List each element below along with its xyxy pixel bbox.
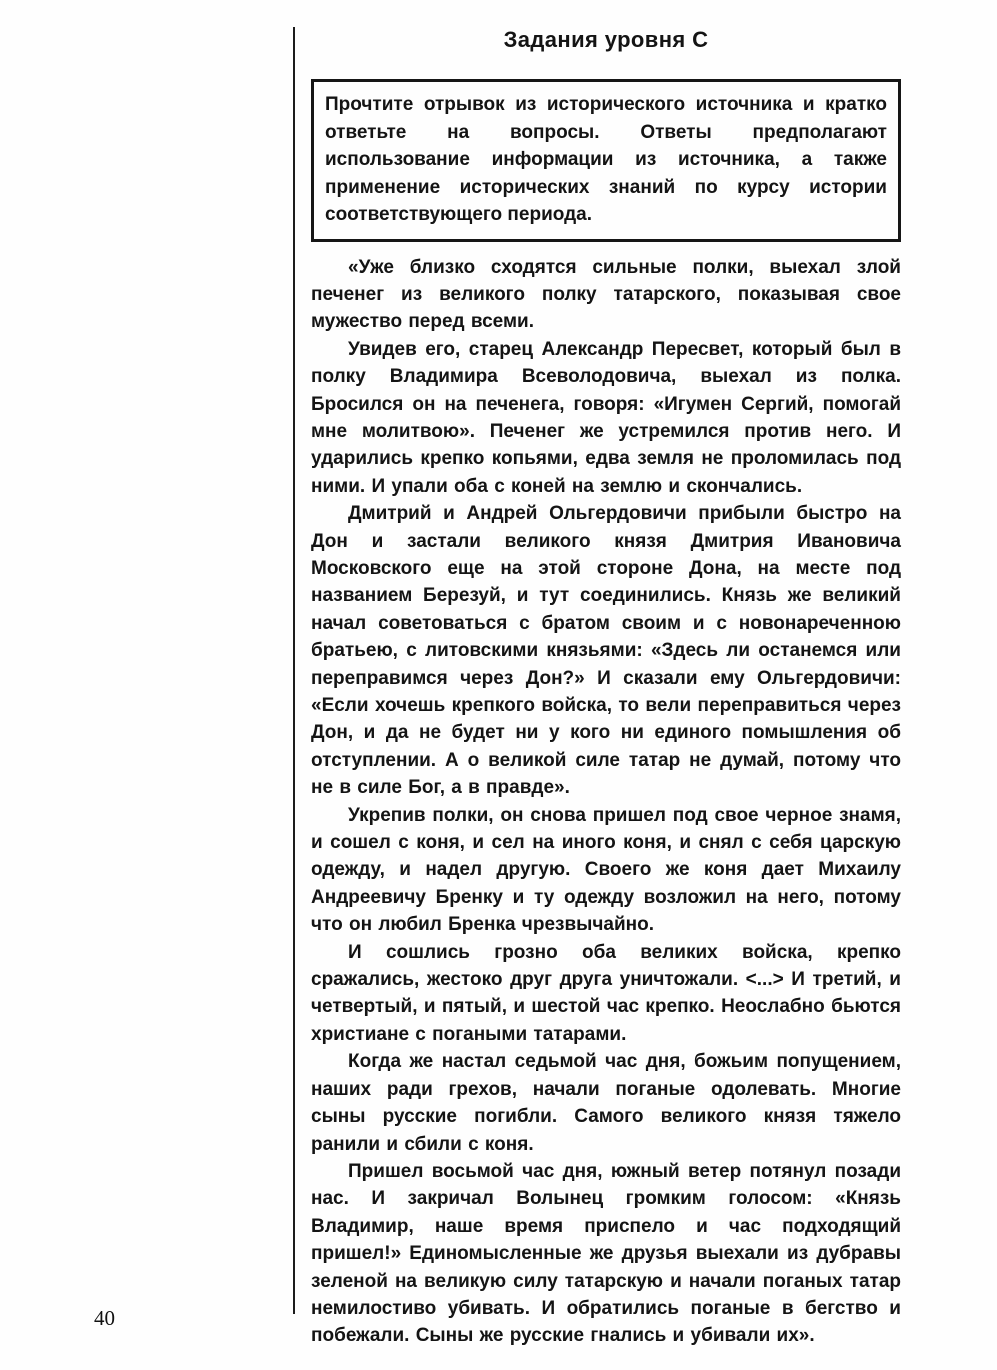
content-column bbox=[311, 27, 901, 1350]
margin-rule bbox=[293, 27, 295, 1314]
instruction-text: Прочтите отрывок из исторического источника и кратко ответьте на вопросы. Ответы предполагают использование информации из источника, а также применение исторических знаний по курсу истории соответствующего периода. bbox=[325, 94, 887, 225]
paragraph: Когда же настал седьмой час дня, божьим попущением, наших ради грехов, начали поганые одолевать. Многие сыны русские погибли. Самого великого князя тяжело ранили и сбили с коня. bbox=[311, 1051, 901, 1155]
paragraph: Пришел восьмой час дня, южный ветер потянул позади нас. И закричал Волынец громким голосом: «Князь Владимир, наше время приспело и час подходящий пришел!» Единомысленные же друзья выехали из дубравы зеленой на великую силу татарскую и начали поганых татар немилостиво убивать. И обратились поганые в бегство и побежали. Сыны же русские гнались и убивали их». bbox=[311, 1160, 901, 1347]
source-text bbox=[311, 254, 901, 1350]
paragraph: И сошлись грозно оба великих войска, крепко сражались, жестоко друг друга уничтожали. <...> И третий, и четвертый, и пятый, и шестой час крепко. Неослабно бьются христиане с погаными татарами. bbox=[311, 941, 901, 1045]
paragraph: Дмитрий и Андрей Ольгердовичи прибыли быстро на Дон и застали великого князя Дмитрия Ивановича Московского еще на этой стороне Дона, на месте под названием Березуй, и тут соединились. Князь же великий начал советоваться с братом своим и с новонареченною братьею, с литовскими князьями: «Здесь ли останемся или переправимся через Дон?» И сказали ему Ольгердовичи: «Если хочешь крепкого войска, то вели переправиться через Дон, и да не будет ни у кого ни единого помышления об отступлении. А о великой силе татар не думай, потому что не в силе Бог, а в правде». bbox=[311, 503, 901, 799]
paragraph: «Уже близко сходятся сильные полки, выехал злой печенег из великого полку татарского, показывая свое мужество перед всеми. bbox=[311, 256, 901, 333]
page-number: 40 bbox=[94, 1306, 115, 1330]
page-title: Задания уровня С bbox=[503, 27, 709, 52]
instruction-box bbox=[311, 79, 901, 242]
paragraph: Увидев его, старец Александр Пересвет, который был в полку Владимира Всеволодовича, выехал из полка. Бросился он на печенега, говоря: «Игумен Сергий, помогай мне молитвою». Печенег же устремился против него. И ударились крепко копьями, едва земля не проломилась под ними. И упали оба с коней на землю и скончались. bbox=[311, 338, 901, 497]
paragraph: Укрепив полки, он снова пришел под свое черное знамя, и сошел с коня, и сел на иного коня, и снял с себя царскую одежду, и надел другую. Своего же коня дает Михаилу Андреевичу Бренку и ту одежду возложил на него, потому что он любил Бренка чрезвычайно. bbox=[311, 804, 901, 936]
